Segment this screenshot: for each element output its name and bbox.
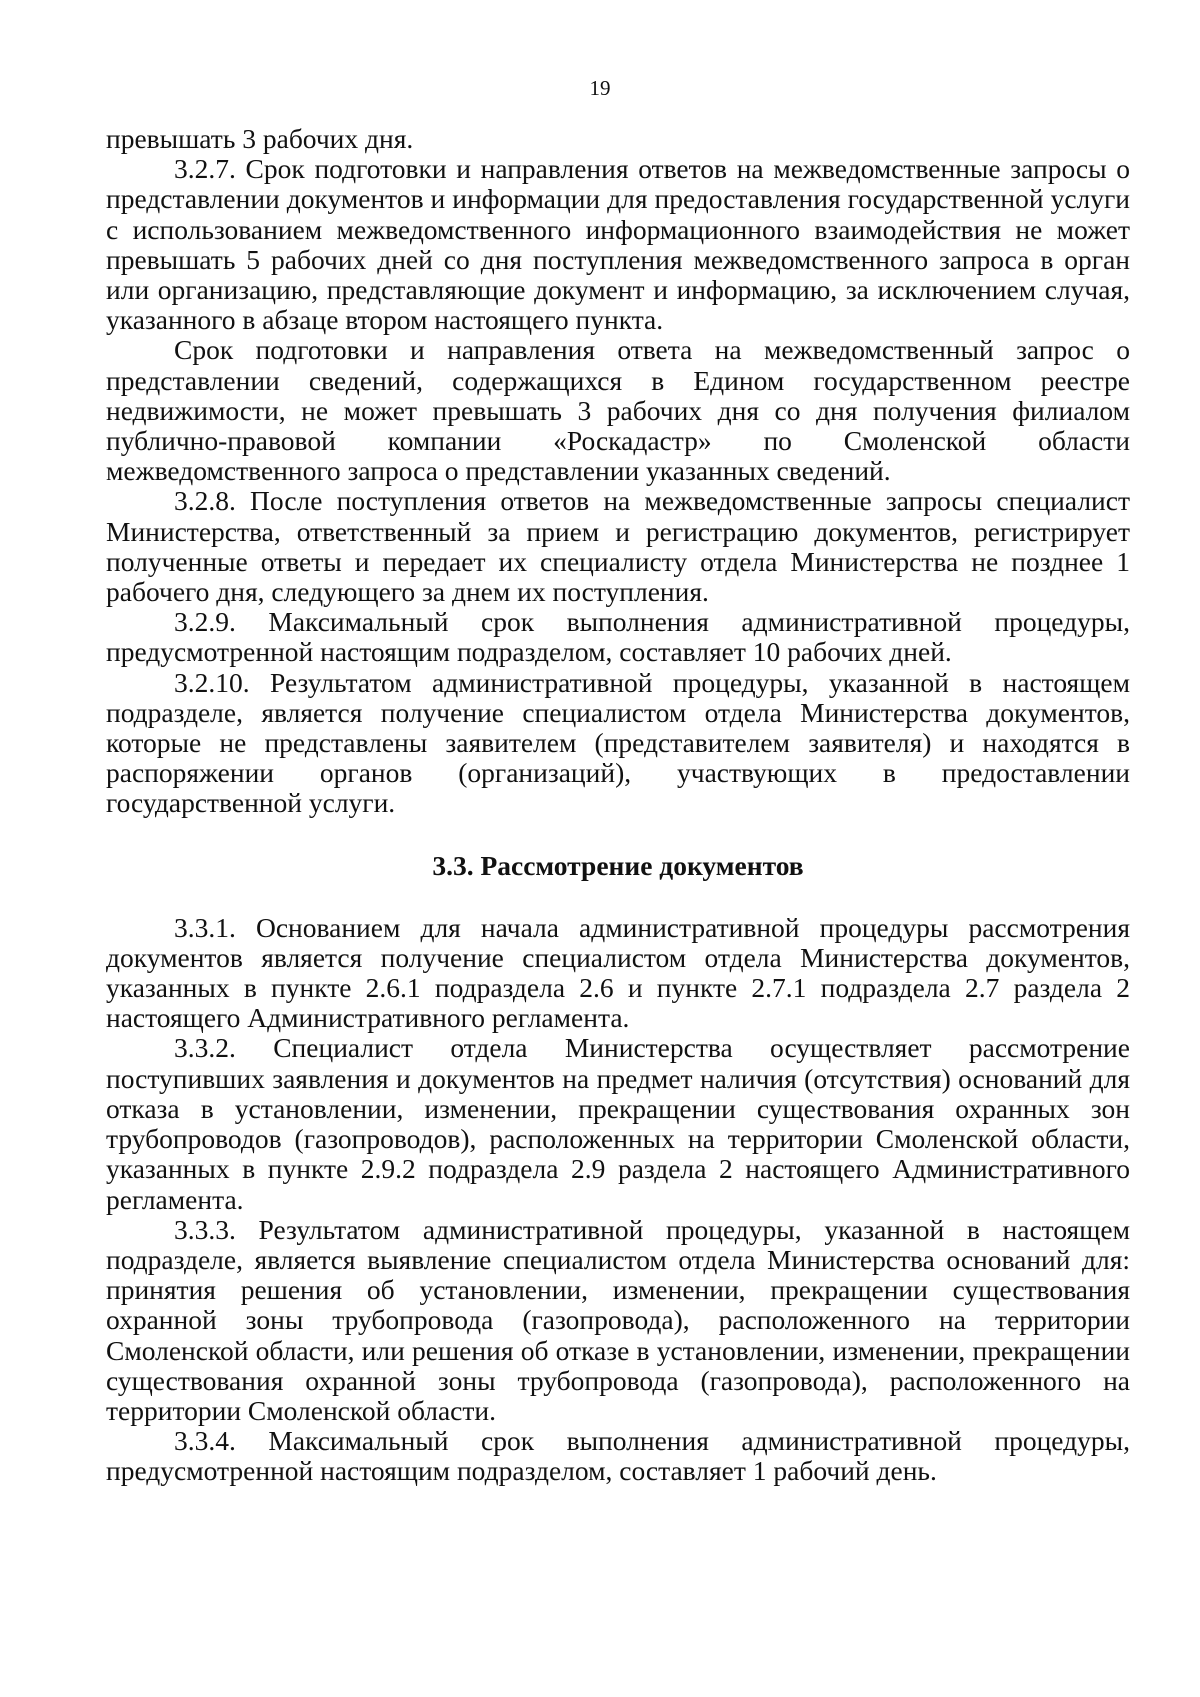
page-number: 19 [589, 76, 611, 100]
paragraph-3-2-7: 3.2.7. Срок подготовки и направления ответов на межведомственные запросы о представлении документов и информации для предоставления государственной услуги с использованием межведомственного информационного взаимодействия не может превышать 5 рабочих дней со дня поступления межведомственного запроса в орган или организацию, представляющие документ и информацию, за исключением случая, указанного в абзаце втором настоящего пункта. [106, 153, 1130, 336]
paragraph-3-3-3: 3.3.3. Результатом административной процедуры, указанной в настоящем подразделе, является выявление специалистом отдела Министерства оснований для: принятия решения об установлении, изменении, прекращении существования охранной зоны трубопровода (газопровода), расположенного на территории Смоленской области, или решения об отказе в установлении, изменении, прекращении существования охранной зоны трубопровода (газопровода), расположенного на территории Смоленской области. [106, 1213, 1130, 1426]
paragraph-3-2-9: 3.2.9. Максимальный срок выполнения административной процедуры, предусмотренной настоящим подразделом, составляет 10 рабочих дней. [106, 606, 1130, 668]
paragraph-3-2-10: 3.2.10. Результатом административной процедуры, указанной в настоящем подразделе, является получение специалистом отдела Министерства документов, которые не представлены заявителем (представителем заявителя) и находятся в распоряжении органов (организаций), участвующих в предоставлении государственной услуги. [106, 666, 1130, 819]
paragraph-3-3-2: 3.3.2. Специалист отдела Министерства осуществляет рассмотрение поступивших заявления и документов на предмет наличия (отсутствия) оснований для отказа в установлении, изменении, прекращении существования охранных зон трубопроводов (газопроводов), расположенных на территории Смоленской области, указанных в пункте 2.9.2 подраздела 2.9 раздела 2 настоящего Административного регламента. [106, 1032, 1130, 1215]
section-heading: 3.3. Рассмотрение документов [432, 849, 804, 881]
paragraph-3-3-4: 3.3.4. Максимальный срок выполнения административной процедуры, предусмотренной настоящим подразделом, составляет 1 рабочий день. [106, 1425, 1130, 1487]
paragraph-continuation: превышать 3 рабочих дня. [106, 123, 414, 154]
document-body [106, 124, 1130, 1487]
paragraph-3-2-8: 3.2.8. После поступления ответов на межведомственные запросы специалист Министерства, ответственный за прием и регистрацию документов, регистрирует полученные ответы и передает их специалисту отдела Министерства не позднее 1 рабочего дня, следующего за днем их поступления. [106, 485, 1130, 608]
paragraph-3-2-7-second: Срок подготовки и направления ответа на межведомственный запрос о представлении сведений, содержащихся в Едином государственном реестре недвижимости, не может превышать 3 рабочих дня со дня получения филиалом публично-правовой компании «Роскадастр» по Смоленской области межведомственного запроса о представлении указанных сведений. [106, 334, 1130, 487]
paragraph-3-3-1: 3.3.1. Основанием для начала административной процедуры рассмотрения документов является получение специалистом отдела Министерства документов, указанных в пункте 2.6.1 подраздела 2.6 и пункте 2.7.1 подраздела 2.7 раздела 2 настоящего Административного регламента. [106, 911, 1130, 1034]
